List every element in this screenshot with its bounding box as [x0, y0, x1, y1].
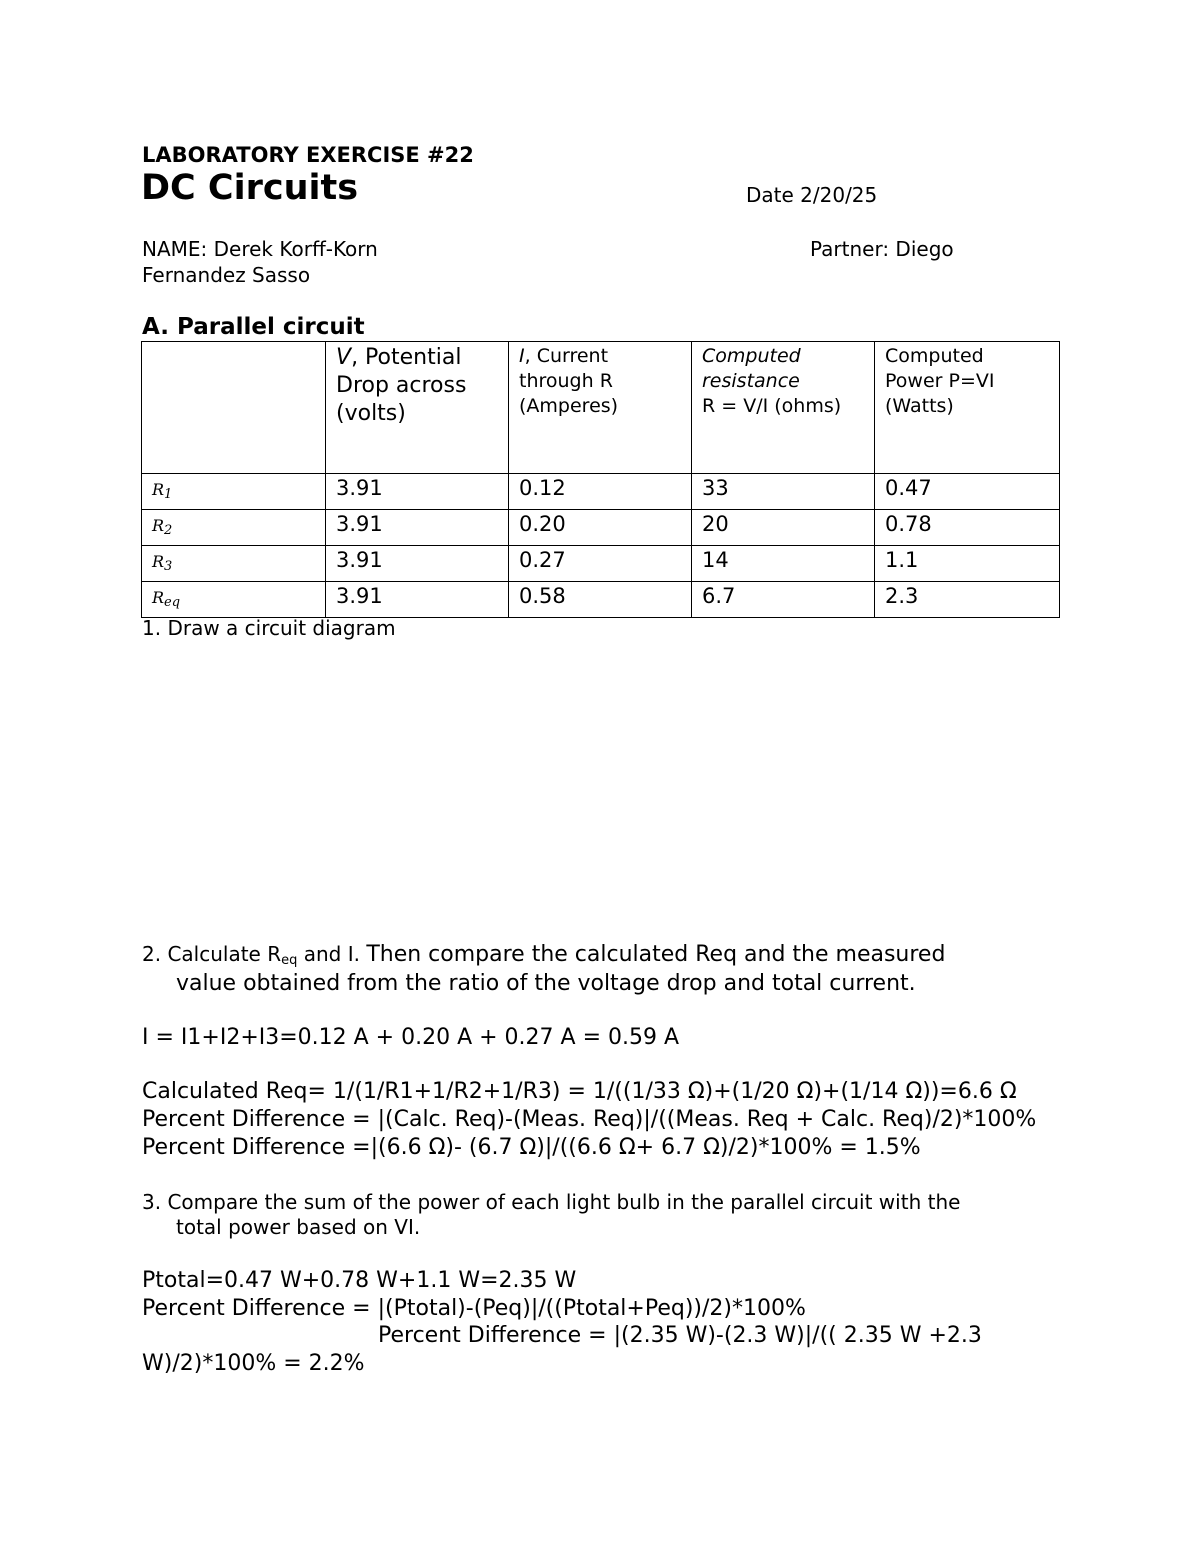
header-voltage — [326, 342, 509, 474]
current-cell: 0.12 — [509, 474, 692, 510]
current-header-text: , Current through R (Amperes) — [519, 345, 619, 417]
table-row — [142, 546, 1060, 582]
header-current — [509, 342, 692, 474]
question-2-line2: value obtained from the ratio of the voltage drop and total current. — [176, 971, 916, 996]
resistance-cell: 6.7 — [692, 582, 875, 618]
power-cell: 0.47 — [875, 474, 1060, 510]
question-1: 1. Draw a circuit diagram — [142, 616, 396, 640]
voltage-cell: 3.91 — [326, 510, 509, 546]
voltage-cell: 3.91 — [326, 474, 509, 510]
percent-difference-formula: Percent Difference = |(Calc. Req)-(Meas. Req)|/((Meas. Req + Calc. Req)/2)*100% — [142, 1107, 1037, 1132]
header-blank-cell — [142, 342, 326, 474]
voltage-cell: 3.91 — [326, 582, 509, 618]
power-percent-difference-result-line2: W)/2)*100% = 2.2% — [142, 1351, 365, 1376]
resistance-cell: 20 — [692, 510, 875, 546]
current-cell: 0.27 — [509, 546, 692, 582]
resistance-cell: 33 — [692, 474, 875, 510]
question-3-line1: 3. Compare the sum of the power of each light bulb in the parallel circuit with the — [142, 1190, 961, 1214]
power-percent-difference-formula: Percent Difference = |(Ptotal)-(Peq)|/((Ptotal+Peq))/2)*100% — [142, 1296, 806, 1321]
power-cell: 1.1 — [875, 546, 1060, 582]
power-header-line2: Power P=VI — [885, 370, 995, 392]
lab-title: LABORATORY EXERCISE #22 — [142, 143, 474, 167]
current-cell: 0.20 — [509, 510, 692, 546]
header-resistance — [692, 342, 875, 474]
resistance-header-line1: Computed — [702, 345, 801, 367]
student-name: NAME: Derek Korff-Korn — [142, 237, 378, 261]
document-title: DC Circuits — [141, 168, 359, 208]
power-total-equation: Ptotal=0.47 W+0.78 W+1.1 W=2.35 W — [142, 1268, 577, 1293]
resistance-header-line2: resistance — [702, 370, 800, 392]
date-field: Date 2/20/25 — [746, 183, 878, 207]
row-label: $R_2$ — [142, 510, 326, 546]
question-3-line2: total power based on VI. — [176, 1215, 421, 1239]
current-cell: 0.58 — [509, 582, 692, 618]
voltage-header-text: , Potential Drop across (volts) — [336, 345, 467, 426]
row-label: $R_{eq}$ — [142, 582, 326, 618]
req-calculation: Calculated Req= 1/(1/R1+1/R2+1/R3) = 1/((1/33 Ω)+(1/20 Ω)+(1/14 Ω))=6.6 Ω — [142, 1079, 1017, 1104]
voltage-symbol: V — [336, 345, 352, 370]
table-row — [142, 510, 1060, 546]
parallel-circuit-table — [141, 341, 1060, 618]
section-a-heading: A. Parallel circuit — [142, 314, 365, 340]
voltage-cell: 3.91 — [326, 546, 509, 582]
row-label: $R_1$ — [142, 474, 326, 510]
power-percent-difference-result-line1: Percent Difference = |(2.35 W)-(2.3 W)|/(( 2.35 W +2.3 — [378, 1323, 982, 1348]
power-cell: 2.3 — [875, 582, 1060, 618]
partner-name-continued: Fernandez Sasso — [142, 263, 311, 287]
power-cell: 0.78 — [875, 510, 1060, 546]
table-row — [142, 582, 1060, 618]
table-row — [142, 474, 1060, 510]
resistance-header-line3: R = V/I (ohms) — [702, 395, 842, 417]
partner-name: Partner: Diego — [810, 237, 954, 261]
current-sum-equation: I = I1+I2+I3=0.12 A + 0.20 A + 0.27 A = 0.59 A — [142, 1025, 680, 1050]
header-power — [875, 342, 1060, 474]
question-2-line1: 2. Calculate $R_{eq}$ and I. Then compare the calculated Req and the measured — [142, 942, 946, 968]
power-header-line1: Computed — [885, 345, 984, 367]
row-label: $R_3$ — [142, 546, 326, 582]
current-symbol: I — [519, 345, 525, 367]
resistance-cell: 14 — [692, 546, 875, 582]
power-header-line3: (Watts) — [885, 395, 954, 417]
percent-difference-result: Percent Difference =|(6.6 Ω)- (6.7 Ω)|/((6.6 Ω+ 6.7 Ω)/2)*100% = 1.5% — [142, 1135, 921, 1160]
table-header-row — [142, 342, 1060, 474]
